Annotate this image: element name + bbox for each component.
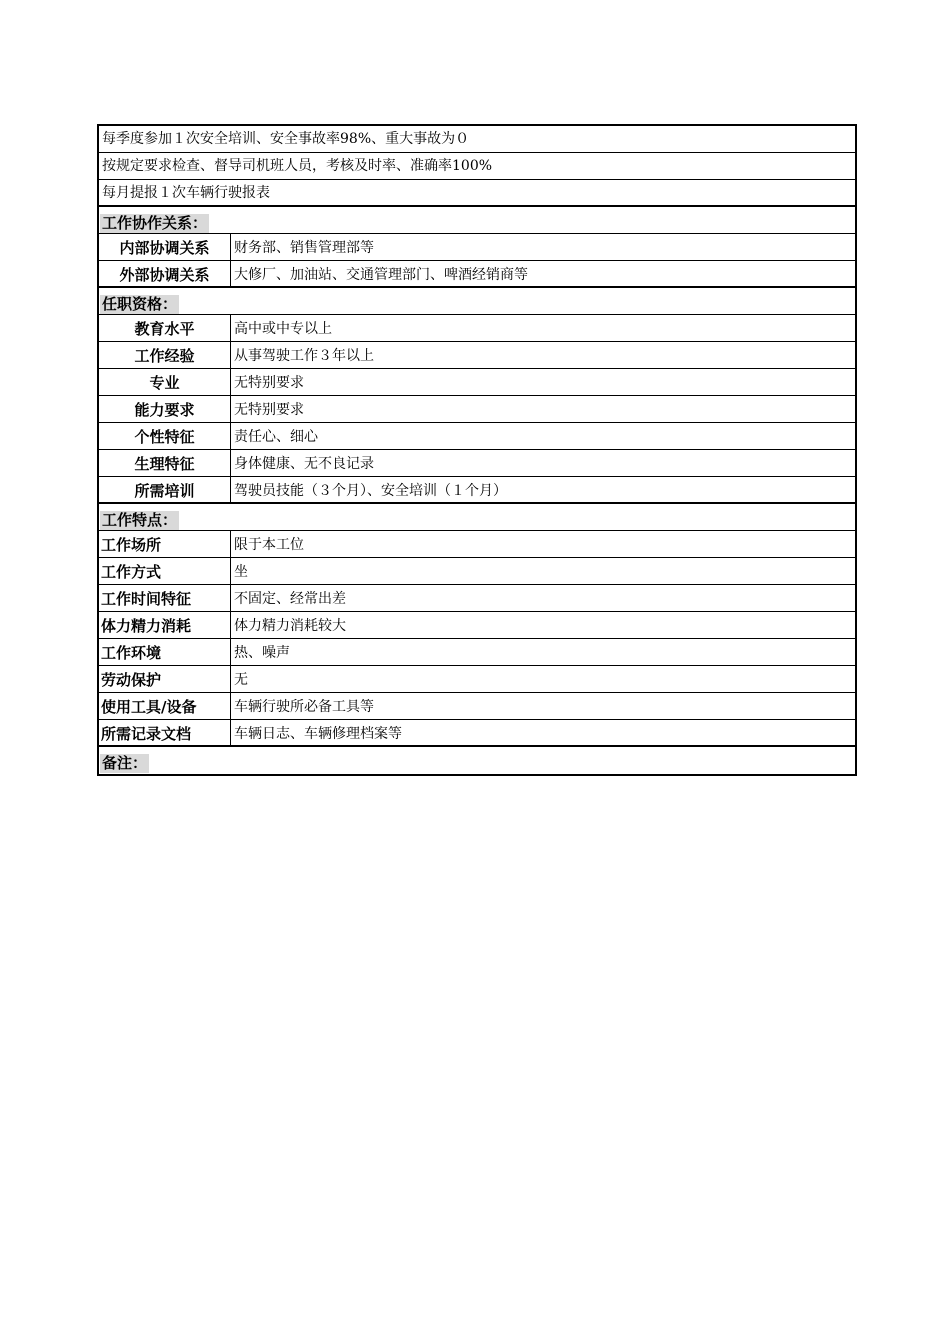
- field-label: 所需记录文档: [99, 720, 231, 745]
- standard-row: [99, 126, 855, 153]
- section-header-job-features: [99, 504, 855, 531]
- table-row: [99, 423, 855, 450]
- field-value: 身体健康、无不良记录: [234, 456, 374, 472]
- field-value: 从事驾驶工作３年以上: [234, 348, 374, 364]
- field-value: 车辆日志、车辆修理档案等: [234, 726, 402, 742]
- field-value: 大修厂、加油站、交通管理部门、啤酒经销商等: [234, 267, 528, 283]
- section-title: 备注：: [102, 754, 148, 772]
- field-value: 坐: [234, 564, 248, 580]
- table-row: [99, 450, 855, 477]
- standard-text: 每季度参加１次安全培训、安全事故率98%、重大事故为０: [102, 131, 470, 147]
- standard-text: 每月提报１次车辆行驶报表: [102, 185, 270, 201]
- field-label: 工作场所: [99, 531, 231, 557]
- table-row: [99, 585, 855, 612]
- field-value: 驾驶员技能（３个月）、安全培训（１个月）: [234, 483, 507, 499]
- section-title: 工作协作关系：: [102, 214, 208, 232]
- section-header-remarks: [99, 747, 855, 774]
- section-header-collaboration: [99, 207, 855, 234]
- field-label: 所需培训: [99, 477, 231, 502]
- table-row: [99, 558, 855, 585]
- table-row: [99, 342, 855, 369]
- table-row: [99, 369, 855, 396]
- field-label: 能力要求: [99, 396, 231, 422]
- field-label: 工作时间特征: [99, 585, 231, 611]
- field-label: 工作方式: [99, 558, 231, 584]
- field-label: 专业: [99, 369, 231, 395]
- table-row: [99, 396, 855, 423]
- table-row: [99, 639, 855, 666]
- field-value: 无特别要求: [234, 375, 304, 391]
- field-label: 教育水平: [99, 315, 231, 341]
- field-label: 内部协调关系: [99, 234, 231, 260]
- table-row: [99, 693, 855, 720]
- field-value: 车辆行驶所必备工具等: [234, 699, 374, 715]
- field-label: 个性特征: [99, 423, 231, 449]
- field-label: 工作经验: [99, 342, 231, 368]
- table-row: [99, 261, 855, 288]
- field-label: 体力精力消耗: [99, 612, 231, 638]
- table-row: [99, 477, 855, 504]
- field-value: 责任心、细心: [234, 429, 318, 445]
- table-row: [99, 234, 855, 261]
- field-value: 限于本工位: [234, 537, 304, 553]
- field-label: 劳动保护: [99, 666, 231, 692]
- field-value: 热、噪声: [234, 645, 290, 661]
- field-value: 体力精力消耗较大: [234, 618, 346, 634]
- field-value: 无特别要求: [234, 402, 304, 418]
- standard-row: [99, 180, 855, 207]
- field-value: 高中或中专以上: [234, 321, 332, 337]
- field-label: 使用工具/设备: [99, 693, 231, 719]
- table-row: [99, 612, 855, 639]
- field-label: 生理特征: [99, 450, 231, 476]
- job-description-table: [97, 124, 857, 776]
- field-value: 无: [234, 672, 248, 688]
- field-label: 外部协调关系: [99, 261, 231, 286]
- table-row: [99, 666, 855, 693]
- field-label: 工作环境: [99, 639, 231, 665]
- standard-text: 按规定要求检查、督导司机班人员，考核及时率、准确率100%: [102, 158, 493, 174]
- table-row: [99, 531, 855, 558]
- table-row: [99, 720, 855, 747]
- standard-row: [99, 153, 855, 180]
- section-title: 任职资格：: [102, 295, 178, 313]
- field-value: 财务部、销售管理部等: [234, 240, 374, 256]
- section-title: 工作特点：: [102, 511, 178, 529]
- section-header-qualifications: [99, 288, 855, 315]
- field-value: 不固定、经常出差: [234, 591, 346, 607]
- table-row: [99, 315, 855, 342]
